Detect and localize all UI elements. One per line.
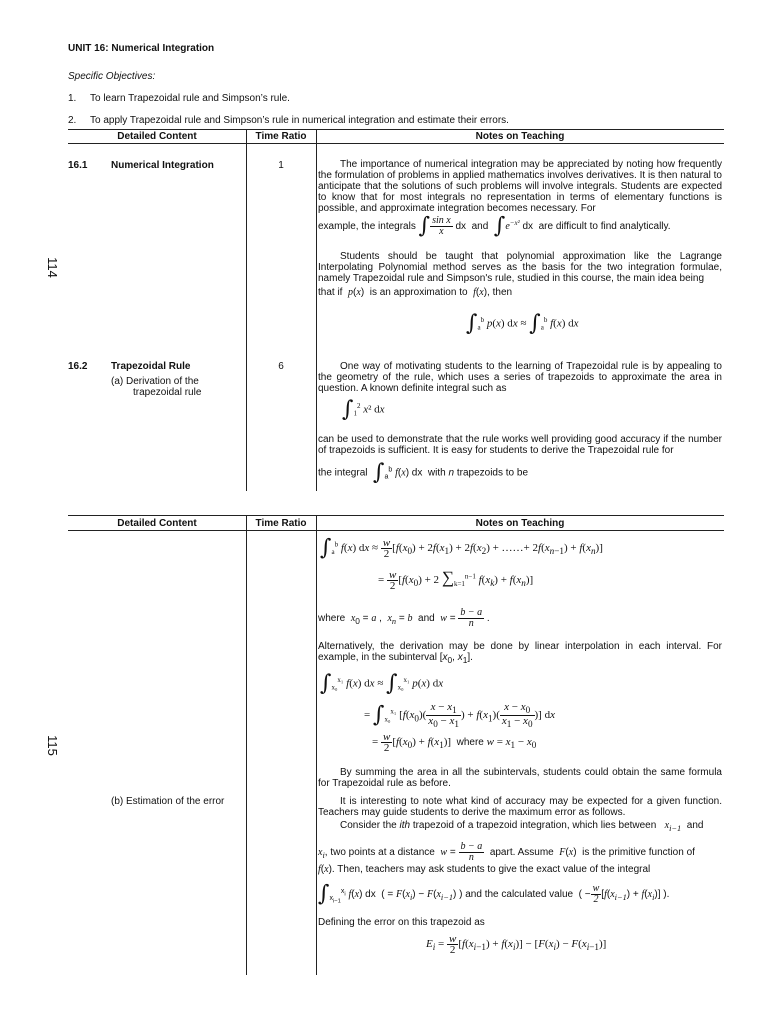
page-number-top: 114 bbox=[44, 257, 60, 278]
specific-objectives-label: Specific Objectives: bbox=[68, 71, 156, 82]
section-16-2-sub-a: (a) Derivation of the bbox=[111, 376, 199, 387]
notes-paragraph-4: can be used to demonstrate that the rule works well providing good accuracy if the number of trapezoids is sufficient. It is easy for students to derive the Trapezoidal rule for bbox=[318, 434, 722, 456]
notes-paragraph-2: Students should be taught that polynomial approximation like the Lagrange Interpolating Polynomial method serves as the basis for the two integration formulae, namely Trapezoidal rule and Simpson's rule, studied in this course, the main idea being bbox=[318, 251, 722, 284]
notes-integral-line: the integral $\int_a^b$ f(x) dx with n trapezoids to be bbox=[318, 460, 529, 485]
where-w-text: where bbox=[456, 737, 484, 749]
primitive-text: is the primitive function of bbox=[582, 847, 695, 859]
interp-formula-line-1: $\int_{x_0}^{x_1}$ f(x) dx ≈ $\int_{x_0}^{x_1}$ p(x) dx bbox=[320, 671, 444, 696]
header-detailed-content: Detailed Content bbox=[117, 131, 197, 142]
notes-exact-value-line: f(x). Then, teachers may ask students to give the exact value of the integral bbox=[318, 864, 651, 875]
notes-consider-line: Consider the ith trapezoid of a trapezoid integration, which lies between $x_{i-1}$ and bbox=[340, 820, 704, 833]
header-detailed-content-2: Detailed Content bbox=[117, 518, 197, 529]
header-time-ratio-2: Time Ratio bbox=[255, 518, 307, 529]
header-notes-2: Notes on Teaching bbox=[475, 518, 565, 529]
approx-integral-formula: $\int_a^b$ p(x) dx ≈ $\int_a^b$ f(x) dx bbox=[466, 311, 579, 336]
example-integral-x2: $\int_1^2$ x² dx bbox=[342, 397, 385, 422]
notes-paragraph-5: Alternatively, the derivation may be done by linear interpolation in each interval. For example, in the subinterval [$x_0$, $x_1$]. bbox=[318, 641, 722, 665]
alternatively-text: Alternatively, the derivation may be done by linear interpolation in each interval. For example, in the subinterval [ bbox=[318, 641, 722, 663]
section-16-2-time: 6 bbox=[278, 361, 284, 372]
notes-paragraph-3: One way of motivating students to the learning of Trapezoidal rule is by appealing to the geometry of the rule, which uses a series of trapezoids to approximate the area in question. A known definite integral such as bbox=[318, 361, 722, 394]
notes-paragraph-6: By summing the area in all the subintervals, students could obtain the same formula for Trapezoidal rule as before. bbox=[318, 767, 722, 789]
notes-paragraph-7: It is interesting to note what kind of accuracy may be expected for a given function. Teachers may guide students to derive the maximum error as follows. bbox=[318, 796, 722, 818]
exact-value-text: . Then, teachers may ask students to give the exact value of the integral bbox=[331, 864, 651, 875]
where-line: where $x_0 = a$ , $x_n = b$ and w = $\frac{b - a}{n}$ . bbox=[318, 607, 490, 629]
section-16-1-title: Numerical Integration bbox=[111, 160, 214, 171]
header-time-ratio: Time Ratio bbox=[255, 131, 307, 142]
unit-title: UNIT 16: Numerical Integration bbox=[68, 43, 215, 54]
apart-text: apart. Assume bbox=[489, 847, 554, 859]
objective-2-num: 2. bbox=[68, 115, 77, 126]
notes-that-if-line: that if p(x) is an approximation to f(x), then bbox=[318, 287, 513, 298]
ith-text: ith bbox=[399, 820, 411, 831]
interp-formula-line-3: = $\frac{w}{2}$ $[f(x_0) + f(x_1)]$ where $w = x_1 - x_0$ bbox=[372, 731, 537, 754]
with-text: with bbox=[427, 467, 446, 479]
bracket-end: ]. bbox=[467, 652, 473, 663]
difficult-text: are difficult to find analytically. bbox=[538, 221, 671, 233]
and-text: and bbox=[471, 221, 489, 233]
notes-example-line: example, the integrals ∫ $\frac{\text{sin x}}{x}$ dx and $\int e^{-x^2}$ dx are difficult to find analytically. bbox=[318, 213, 671, 239]
approx-text: is an approximation to bbox=[369, 287, 468, 298]
section-16-1-time: 1 bbox=[278, 160, 284, 171]
notes-paragraph-12: Defining the error on this trapezoid as bbox=[318, 917, 485, 928]
and-text-3: and bbox=[686, 820, 704, 831]
section-16-2-sub-a2: trapezoidal rule bbox=[133, 387, 202, 398]
n-text: n bbox=[448, 467, 455, 479]
section-16-1-num: 16.1 bbox=[68, 160, 88, 171]
header-notes: Notes on Teaching bbox=[475, 131, 565, 142]
objective-1-text: To learn Trapezoidal rule and Simpson’s rule. bbox=[90, 93, 290, 104]
consider-text: Consider the bbox=[340, 820, 397, 831]
trapezoid-lies-text: trapezoid of a trapezoid integration, which lies between bbox=[412, 820, 657, 831]
interp-formula-line-2: = $\int_{x_0}^{x_1}$ [$f(x_0)$( $\frac{x - x_1}{x_0 - x_1}$ ) + $f(x_1)$( $\frac{x - x_0}{x_1 - x_0}$ )] dx bbox=[364, 701, 555, 730]
notes-distance-line: $x_i$, two points at a distance w = $\frac{b - a}{n}$ apart. Assume F(x) is the primitive function of bbox=[318, 841, 695, 863]
trapezoid-formula-line-2: = $\frac{w}{2}$ [$f(x_0) + 2$ $\sum_{k=1}^{n-1}$ $f(x_k) + f(x_n)$] bbox=[378, 568, 534, 592]
where-text: where bbox=[318, 613, 346, 625]
calculated-value-text: ) and the calculated value bbox=[459, 889, 574, 901]
then-text: , then bbox=[487, 287, 513, 298]
notes-paragraph-1: The importance of numerical integration may be appreciated by noting how frequently the formulation of problems in applied mathematics involves derivatives. It is then natural to anticipate that the solutions of such problems will involve integrals. Students are expected to know that for most integrals no representation in terms of elementary functions is possible, and approximate integration becomes necessary. For bbox=[318, 159, 722, 214]
and-text-2: and bbox=[418, 613, 435, 625]
section-16-2-sub-b: (b) Estimation of the error bbox=[111, 796, 225, 807]
notes-calculated-line: $\int_{x_{i-1}}^{x_i}$ f(x) dx ( = $F(x_i) - F(x_{i-1})$ ) and the calculated value ( − $\frac{w}{2}$ $[f(x_{i-1}) + f(x_i)]$ ). bbox=[318, 881, 670, 907]
error-formula: $E_i$ = $\frac{w}{2}$ $[f(x_{i-1}) + f(x_i)] - [F(x_i) - F(x_{i-1})]$ bbox=[426, 933, 607, 956]
that-if-text: that if bbox=[318, 287, 343, 298]
the-integral-text: the integral bbox=[318, 467, 368, 479]
page-number-bottom: 115 bbox=[44, 735, 60, 756]
objective-2-text: To apply Trapezoidal rule and Simpson’s rule in numerical integration and estimate their errors. bbox=[90, 115, 509, 126]
trapezoids-text: trapezoids to be bbox=[456, 467, 529, 479]
trapezoid-formula-line-1: $\int_a^b$ f(x) dx ≈ $\frac{w}{2}$ [$f(x_0) + 2f(x_1) + 2f(x_2)$ + ……+ $2f(x_{n-1}) + f(x_n)$] bbox=[320, 535, 603, 561]
objective-1-num: 1. bbox=[68, 93, 77, 104]
section-16-2-title: Trapezoidal Rule bbox=[111, 361, 191, 372]
example-text: example, the integrals bbox=[318, 221, 416, 233]
distance-text: , two points at a distance bbox=[324, 847, 435, 859]
section-16-2-num: 16.2 bbox=[68, 361, 88, 372]
